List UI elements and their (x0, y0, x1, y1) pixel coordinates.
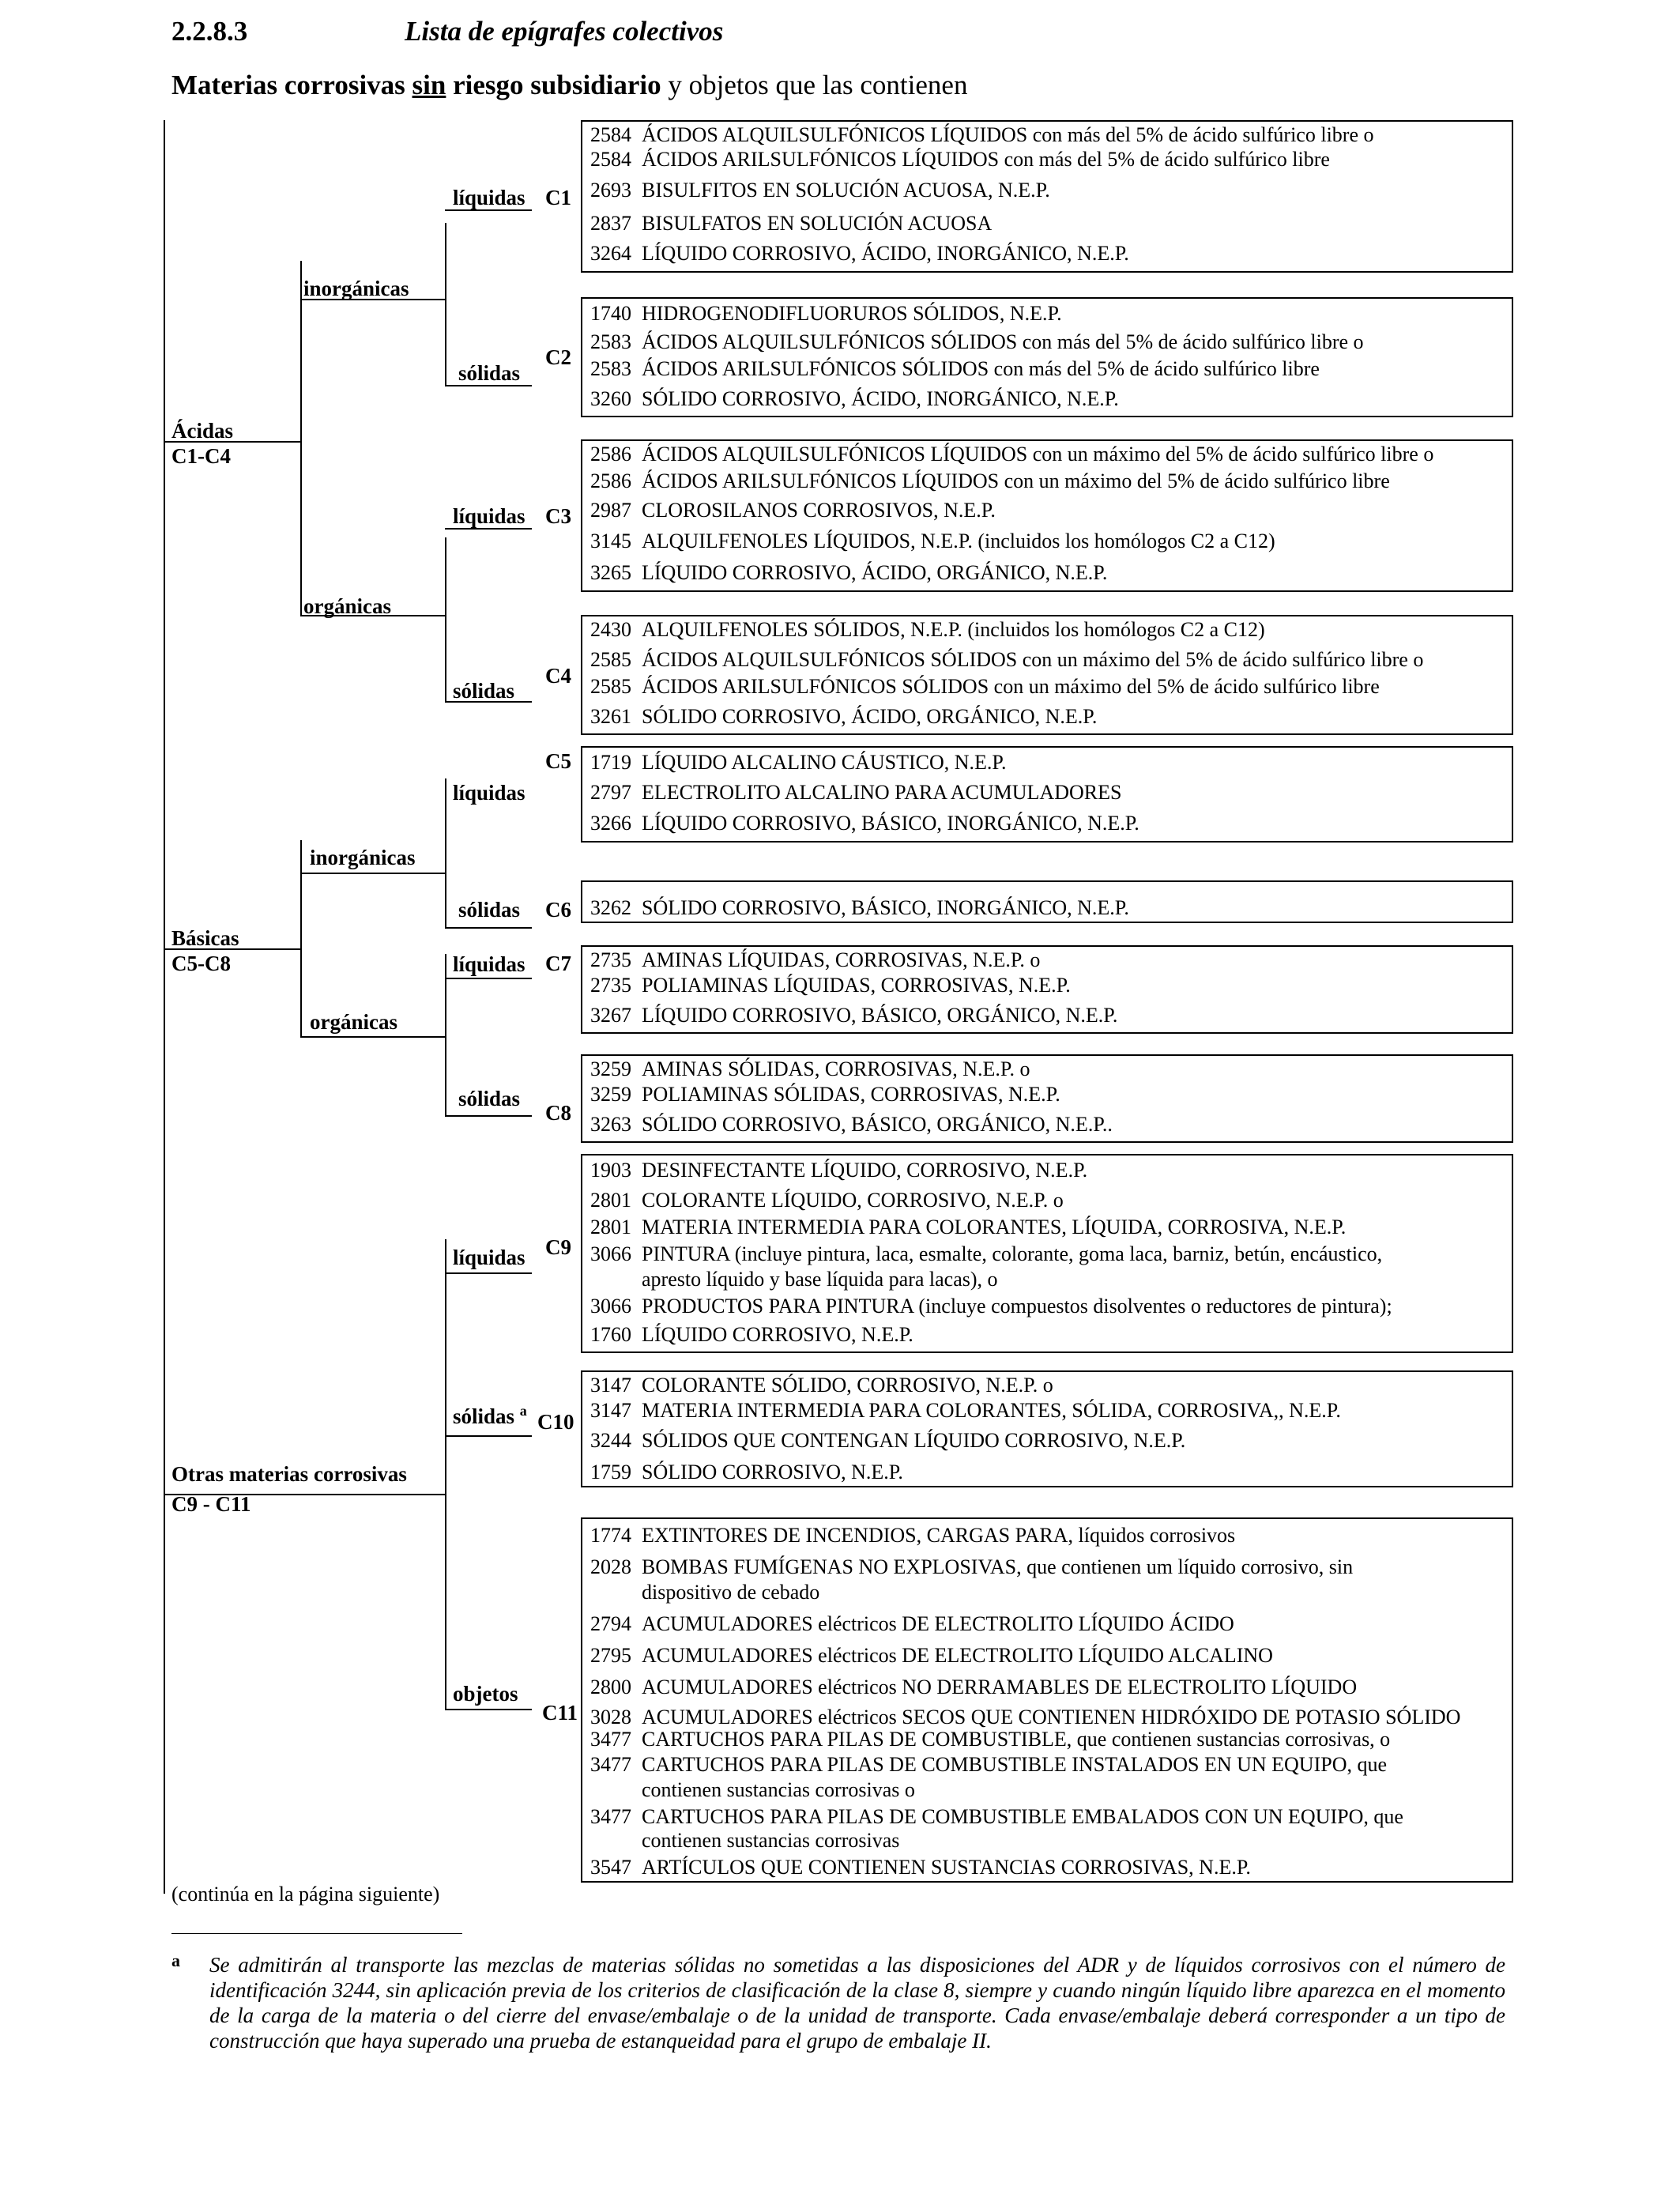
un-number: 2584 (590, 123, 631, 146)
code-c9: C9 (545, 1235, 571, 1259)
footnote-separator (171, 1933, 462, 1934)
subtitle (171, 70, 967, 101)
entry-text: dispositivo de cebado (642, 1581, 820, 1604)
entry-text: ÁCIDOS ALQUILSULFÓNICOS SÓLIDOS con más del 5% de ácido sulfúrico libre o (642, 330, 1364, 353)
code-c2: C2 (545, 345, 571, 369)
subtitle-bold-1: Materias corrosivas (171, 70, 412, 100)
un-number: 3477 (590, 1805, 631, 1828)
un-number: 2795 (590, 1644, 631, 1667)
list-item (590, 330, 1507, 354)
un-number: 3265 (590, 561, 631, 584)
basicas-branch-line (300, 840, 302, 1036)
list-item (590, 212, 1507, 236)
un-number: 3260 (590, 387, 631, 410)
list-item (590, 1057, 1507, 1081)
entry-text: PINTURA (incluye pintura, laca, esmalte, colorante, goma laca, barniz, betún, encáustico, (642, 1242, 1383, 1265)
c1-liquidas-label: líquidas (453, 186, 525, 209)
list-item (590, 781, 1507, 805)
entry-text: AMINAS LÍQUIDAS, CORROSIVAS, N.E.P. o (642, 948, 1041, 971)
entry-text: ACUMULADORES eléctricos SECOS QUE CONTIENEN HIDRÓXIDO DE POTASIO SÓLIDO (642, 1706, 1461, 1728)
entry-text: ACUMULADORES eléctricos DE ELECTROLITO LÍQUIDO ALCALINO (642, 1644, 1273, 1667)
un-number: 3259 (590, 1083, 631, 1106)
list-item (590, 1805, 1507, 1829)
box-c2 (581, 297, 1513, 417)
basicas-inorg-branch (445, 778, 446, 927)
list-item (590, 387, 1507, 411)
un-number: 3477 (590, 1753, 631, 1776)
basicas-inorganicas-line (300, 873, 445, 874)
acidas-label: Ácidas (171, 419, 234, 443)
list-item (590, 1728, 1507, 1751)
entry-text: ACUMULADORES eléctricos DE ELECTROLITO LÍQUIDO ÁCIDO (642, 1612, 1234, 1635)
entry-text: ÁCIDOS ALQUILSULFÓNICOS LÍQUIDOS con más del 5% de ácido sulfúrico libre o (642, 123, 1374, 146)
acidas-org-branch (445, 537, 446, 701)
entry-text: LÍQUIDO CORROSIVO, N.E.P. (642, 1323, 913, 1346)
box-c3 (581, 439, 1513, 592)
entry-text: apresto líquido y base líquida para lacas), o (642, 1268, 998, 1291)
list-item (590, 302, 1507, 326)
tree-trunk-line (164, 120, 165, 1894)
un-number: 3263 (590, 1113, 631, 1136)
un-number: 3259 (590, 1057, 631, 1080)
c7-liquidas-label: líquidas (453, 952, 525, 976)
un-number: 2794 (590, 1612, 631, 1635)
un-number: 3262 (590, 896, 631, 919)
code-c1: C1 (545, 186, 571, 209)
un-number: 3066 (590, 1295, 631, 1318)
list-item (590, 812, 1507, 835)
code-c3: C3 (545, 504, 571, 528)
subtitle-bold-2: riesgo subsidiario (446, 70, 661, 100)
c2-line (445, 385, 532, 386)
entry-text: ÁCIDOS ALQUILSULFÓNICOS LÍQUIDOS con un máximo del 5% de ácido sulfúrico libre o (642, 443, 1434, 466)
list-item (590, 1374, 1507, 1397)
entry-text: SÓLIDOS QUE CONTENGAN LÍQUIDO CORROSIVO, N.E.P. (642, 1429, 1186, 1452)
list-item (590, 618, 1507, 642)
un-number: 2585 (590, 675, 631, 698)
un-number: 2693 (590, 179, 631, 202)
entry-text: POLIAMINAS SÓLIDAS, CORROSIVAS, N.E.P. (642, 1083, 1060, 1106)
subtitle-underlined: sin (412, 70, 446, 100)
list-item (590, 1706, 1507, 1729)
entry-text: SÓLIDO CORROSIVO, N.E.P. (642, 1461, 903, 1483)
un-number: 3267 (590, 1004, 631, 1027)
entry-text: BISULFITOS EN SOLUCIÓN ACUOSA, N.E.P. (642, 179, 1050, 202)
un-number: 3547 (590, 1856, 631, 1879)
list-item-continuation (642, 1829, 1507, 1853)
list-item (590, 675, 1507, 699)
list-item (590, 751, 1507, 775)
list-item (590, 1555, 1507, 1579)
basicas-organicas-label: orgánicas (310, 1010, 397, 1034)
list-item (590, 561, 1507, 585)
entry-text: ÁCIDOS ARILSULFÓNICOS SÓLIDOS con un máximo del 5% de ácido sulfúrico libre (642, 675, 1380, 698)
entry-text: MATERIA INTERMEDIA PARA COLORANTES, LÍQUIDA, CORROSIVA, N.E.P. (642, 1216, 1347, 1238)
entry-text: ÁCIDOS ARILSULFÓNICOS LÍQUIDOS con más del 5% de ácido sulfúrico libre (642, 148, 1330, 171)
c6-solidas-label: sólidas (458, 898, 521, 922)
entry-text: LÍQUIDO CORROSIVO, BÁSICO, INORGÁNICO, N.E.P. (642, 812, 1139, 835)
entry-text: LÍQUIDO CORROSIVO, ÁCIDO, INORGÁNICO, N.E.P. (642, 242, 1129, 265)
entry-text: LÍQUIDO CORROSIVO, ÁCIDO, ORGÁNICO, N.E.P. (642, 561, 1108, 584)
un-number: 2585 (590, 648, 631, 671)
entry-text: contienen sustancias corrosivas o (642, 1778, 915, 1801)
entry-text: AMINAS SÓLIDAS, CORROSIVAS, N.E.P. o (642, 1057, 1030, 1080)
box-c10 (581, 1370, 1513, 1487)
box-c8 (581, 1054, 1513, 1143)
list-item (590, 1083, 1507, 1106)
un-number: 2583 (590, 357, 631, 380)
acidas-inorg-branch (445, 223, 446, 385)
list-item (590, 179, 1507, 202)
un-number: 2735 (590, 948, 631, 971)
entry-text: CLOROSILANOS CORROSIVOS, N.E.P. (642, 499, 996, 522)
entry-text: ACUMULADORES eléctricos NO DERRAMABLES DE ELECTROLITO LÍQUIDO (642, 1676, 1358, 1698)
acidas-range: C1-C4 (171, 444, 231, 468)
box-c9 (581, 1154, 1513, 1353)
list-item (590, 148, 1507, 172)
entry-text: ELECTROLITO ALCALINO PARA ACUMULADORES (642, 781, 1122, 804)
list-item (590, 1644, 1507, 1668)
entry-text: SÓLIDO CORROSIVO, ÁCIDO, INORGÁNICO, N.E.P. (642, 387, 1119, 410)
code-c5: C5 (545, 749, 571, 773)
otras-label: Otras materias corrosivas (171, 1462, 407, 1486)
list-item (590, 1189, 1507, 1212)
c4-solidas-label: sólidas (453, 679, 515, 703)
code-c6: C6 (545, 898, 571, 922)
un-number: 3477 (590, 1728, 631, 1751)
un-number: 2837 (590, 212, 631, 235)
entry-text: BISULFATOS EN SOLUCIÓN ACUOSA (642, 212, 993, 235)
entry-text: BOMBAS FUMÍGENAS NO EXPLOSIVAS, que contienen um líquido corrosivo, sin (642, 1555, 1354, 1578)
box-c6 (581, 880, 1513, 923)
box-c7 (581, 945, 1513, 1034)
un-number: 2800 (590, 1676, 631, 1698)
list-item (590, 974, 1507, 997)
c8-solidas-label: sólidas (458, 1087, 521, 1110)
entry-text: EXTINTORES DE INCENDIOS, CARGAS PARA, líquidos corrosivos (642, 1524, 1236, 1547)
continuation-note: (continúa en la página siguiente) (171, 1883, 440, 1906)
c9-line (445, 1272, 532, 1274)
un-number: 1759 (590, 1461, 631, 1483)
acidas-branch-line (300, 261, 302, 615)
entry-text: CARTUCHOS PARA PILAS DE COMBUSTIBLE INSTALADOS EN UN EQUIPO, que (642, 1753, 1388, 1776)
acidas-inorganicas-label: inorgánicas (303, 277, 409, 300)
page-title: Lista de epígrafes colectivos (405, 16, 724, 47)
un-number: 2430 (590, 618, 631, 641)
un-number: 2801 (590, 1216, 631, 1238)
footnote-ref: a (519, 1403, 527, 1419)
un-number: 3147 (590, 1399, 631, 1422)
un-number: 1719 (590, 751, 631, 774)
code-c4: C4 (545, 664, 571, 688)
box-c4 (581, 615, 1513, 735)
entry-text: ALQUILFENOLES SÓLIDOS, N.E.P. (incluidos los homólogos C2 a C12) (642, 618, 1265, 641)
list-item (590, 1856, 1507, 1879)
acidas-organicas-label: orgánicas (303, 594, 391, 618)
c8-line (445, 1115, 532, 1117)
list-item (590, 1159, 1507, 1182)
entry-text: ÁCIDOS ARILSULFÓNICOS SÓLIDOS con más del 5% de ácido sulfúrico libre (642, 357, 1320, 380)
list-item (590, 1524, 1507, 1547)
list-item (590, 123, 1507, 147)
entry-text: CARTUCHOS PARA PILAS DE COMBUSTIBLE EMBALADOS CON UN EQUIPO, que (642, 1805, 1403, 1828)
c10-line (445, 1435, 532, 1437)
list-item (590, 530, 1507, 553)
list-item (590, 1461, 1507, 1484)
list-item (590, 1399, 1507, 1423)
entry-text: LÍQUIDO CORROSIVO, BÁSICO, ORGÁNICO, N.E.P. (642, 1004, 1118, 1027)
un-number: 1903 (590, 1159, 631, 1182)
un-number: 2028 (590, 1555, 631, 1578)
list-item-continuation (642, 1778, 1507, 1802)
basicas-label: Básicas (171, 926, 239, 950)
solidas-text: sólidas (453, 1404, 515, 1428)
list-item (590, 1753, 1507, 1777)
entry-text: ALQUILFENOLES LÍQUIDOS, N.E.P. (incluidos los homólogos C2 a C12) (642, 530, 1275, 552)
entry-text: POLIAMINAS LÍQUIDAS, CORROSIVAS, N.E.P. (642, 974, 1071, 997)
list-item (590, 357, 1507, 381)
entry-text: ÁCIDOS ALQUILSULFÓNICOS SÓLIDOS con un máximo del 5% de ácido sulfúrico libre o (642, 648, 1424, 671)
un-number: 2735 (590, 974, 631, 997)
list-item (590, 1113, 1507, 1137)
un-number: 2586 (590, 443, 631, 466)
section-number: 2.2.8.3 (171, 16, 248, 47)
c11-line (445, 1709, 532, 1710)
un-number: 3145 (590, 530, 631, 552)
list-item (590, 242, 1507, 266)
otras-range: C9 - C11 (171, 1492, 251, 1516)
basicas-range: C5-C8 (171, 952, 231, 975)
list-item-continuation (642, 1581, 1507, 1604)
c6-line (445, 927, 532, 929)
list-item (590, 1429, 1507, 1453)
c3-liquidas-label: líquidas (453, 504, 525, 528)
list-item (590, 499, 1507, 522)
un-number: 1740 (590, 302, 631, 325)
list-item (590, 1323, 1507, 1347)
un-number: 3261 (590, 705, 631, 728)
c5-liquidas-label: líquidas (453, 781, 525, 805)
entry-text: SÓLIDO CORROSIVO, ÁCIDO, ORGÁNICO, N.E.P. (642, 705, 1098, 728)
box-c1 (581, 120, 1513, 273)
un-number: 3028 (590, 1706, 631, 1728)
entry-text: LÍQUIDO ALCALINO CÁUSTICO, N.E.P. (642, 751, 1007, 774)
c11-objetos-label: objetos (453, 1682, 518, 1706)
list-item (590, 1676, 1507, 1699)
entry-text: SÓLIDO CORROSIVO, BÁSICO, INORGÁNICO, N.E.P. (642, 896, 1129, 919)
list-item (590, 443, 1507, 466)
entry-text: DESINFECTANTE LÍQUIDO, CORROSIVO, N.E.P. (642, 1159, 1088, 1182)
entry-text: COLORANTE LÍQUIDO, CORROSIVO, N.E.P. o (642, 1189, 1064, 1212)
list-item (590, 1004, 1507, 1027)
un-number: 2987 (590, 499, 631, 522)
un-number: 1774 (590, 1524, 631, 1547)
list-item (590, 705, 1507, 729)
footnote-text: Se admitirán al transporte las mezclas de materias sólidas no sometidas a las disposiciones del ADR y de líquidos corrosivos con el número de identificación 3244, sin aplicación previa de los criterios de clasificación de la clase 8, siempre y cuando ningún líquido libre aparezca en el momento de la carga de la materia o del cierre del envase/embalaje o de la unidad de transporte. Cada envase/embalaje deberá corresponder a un tipo de construcción que haya superado una prueba de estanqueidad para el grupo de embalaje II. (209, 1953, 1505, 2053)
entry-text: ARTÍCULOS QUE CONTIENEN SUSTANCIAS CORROSIVAS, N.E.P. (642, 1856, 1251, 1879)
un-number: 1760 (590, 1323, 631, 1346)
entry-text: COLORANTE SÓLIDO, CORROSIVO, N.E.P. o (642, 1374, 1053, 1397)
un-number: 3264 (590, 242, 631, 265)
entry-text: PRODUCTOS PARA PINTURA (incluye compuestos disolventes o reductores de pintura); (642, 1295, 1392, 1318)
entry-text: SÓLIDO CORROSIVO, BÁSICO, ORGÁNICO, N.E.P.. (642, 1113, 1113, 1136)
list-item (590, 1242, 1507, 1266)
c7-line (445, 978, 532, 979)
list-item (590, 648, 1507, 672)
otras-branch-line (445, 1239, 446, 1709)
c9-liquidas-label: líquidas (453, 1246, 525, 1269)
entry-text: ÁCIDOS ARILSULFÓNICOS LÍQUIDOS con un máximo del 5% de ácido sulfúrico libre (642, 469, 1390, 492)
list-item (590, 469, 1507, 493)
entry-text: CARTUCHOS PARA PILAS DE COMBUSTIBLE, que contienen sustancias corrosivas, o (642, 1728, 1391, 1751)
c1-line (445, 209, 532, 211)
list-item (590, 1295, 1507, 1318)
un-number: 2801 (590, 1189, 631, 1212)
c2-solidas-label: sólidas (458, 361, 521, 385)
box-c11 (581, 1517, 1513, 1883)
list-item-continuation (642, 1268, 1507, 1291)
un-number: 2797 (590, 781, 631, 804)
list-item (590, 948, 1507, 972)
un-number: 2583 (590, 330, 631, 353)
un-number: 2584 (590, 148, 631, 171)
box-c5 (581, 746, 1513, 843)
c10-solidas-label (453, 1399, 527, 1428)
entry-text: MATERIA INTERMEDIA PARA COLORANTES, SÓLIDA, CORROSIVA,, N.E.P. (642, 1399, 1341, 1422)
code-c10: C10 (537, 1410, 574, 1434)
code-c11: C11 (542, 1701, 578, 1725)
footnote-mark: a (171, 1951, 180, 1970)
un-number: 3244 (590, 1429, 631, 1452)
entry-text: contienen sustancias corrosivas (642, 1829, 900, 1852)
basicas-organicas-line (300, 1036, 445, 1038)
code-c8: C8 (545, 1101, 571, 1125)
un-number: 3066 (590, 1242, 631, 1265)
subtitle-regular: y objetos que las contienen (661, 70, 968, 100)
list-item (590, 896, 1507, 920)
basicas-inorganicas-label: inorgánicas (310, 846, 416, 869)
un-number: 3147 (590, 1374, 631, 1397)
code-c7: C7 (545, 952, 571, 975)
list-item (590, 1216, 1507, 1239)
un-number: 3266 (590, 812, 631, 835)
list-item (590, 1612, 1507, 1636)
un-number: 2586 (590, 469, 631, 492)
entry-text: HIDROGENODIFLUORUROS SÓLIDOS, N.E.P. (642, 302, 1062, 325)
c3-line (445, 528, 532, 530)
